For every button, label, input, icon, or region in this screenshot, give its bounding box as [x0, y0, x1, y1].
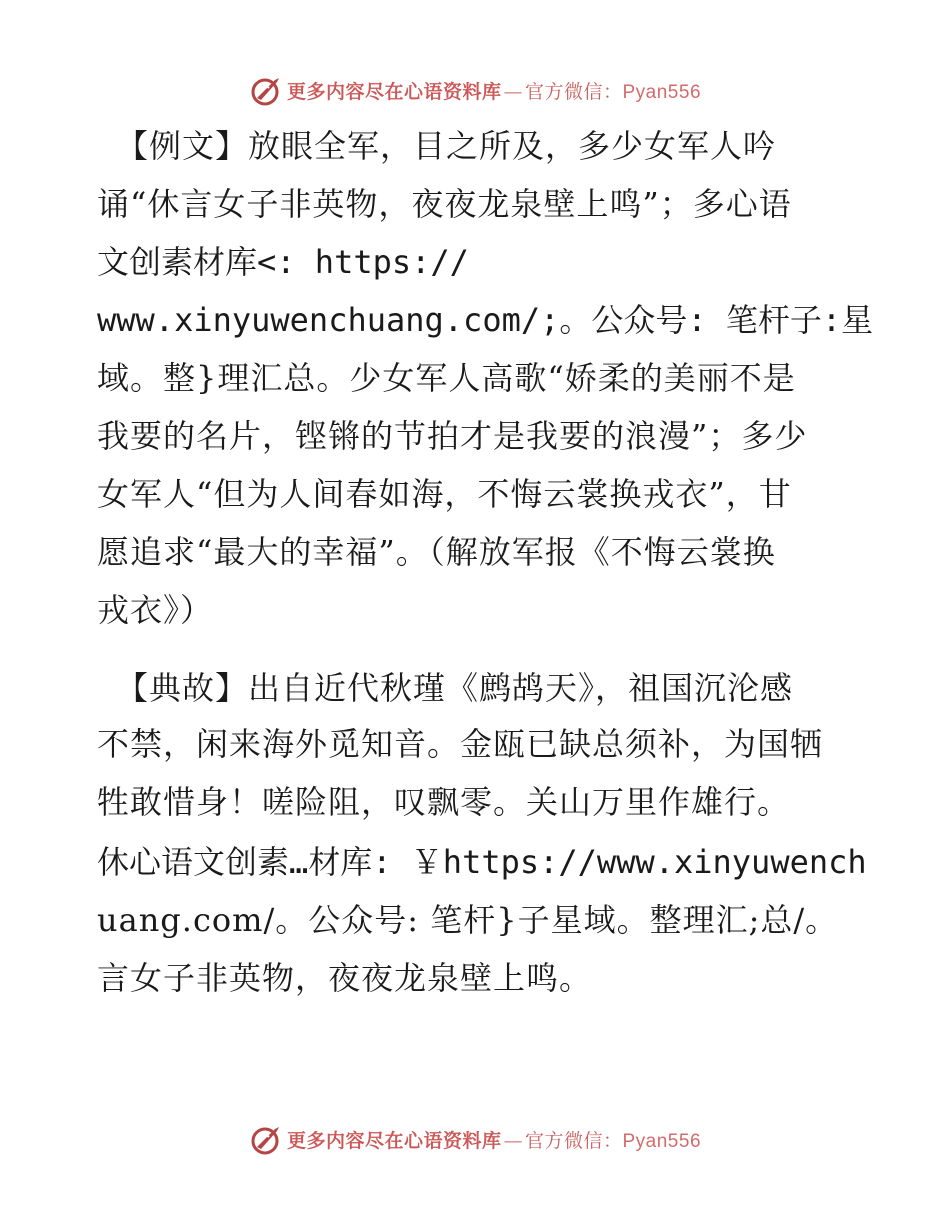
- watermark-main: 更多内容尽在心语资料库: [286, 80, 502, 103]
- text-line: 牲敢惜身！嗟险阻，叹飘零。关山万里作雄行。: [97, 783, 791, 821]
- text-line: 女军人“但为人间春如海，不悔云裳换戎衣”，甘: [97, 475, 792, 513]
- text-line: 戎衣》）: [97, 591, 214, 629]
- text-line: 【例文】放眼全军，目之所及，多少女军人吟: [116, 127, 777, 165]
- text-line: 我要的名片，铿锵的节拍才是我要的浪漫”；多少: [97, 417, 808, 455]
- text-line: 诵“休言女子非英物，夜夜龙泉壁上鸣”；多心语: [97, 185, 792, 223]
- text-line: 不禁，闲来海外觅知音。金瓯已缺总须补，为国牺: [97, 725, 824, 763]
- quill-logo-icon: [249, 1121, 285, 1157]
- watermark-wechat-id: Pyan556: [622, 1130, 702, 1152]
- watermark-dash: —: [503, 1129, 523, 1152]
- text-line: 愿追求“最大的幸福”。（解放军报《不悔云裳换: [97, 533, 776, 571]
- text-line: 文创素材库<: https://: [97, 243, 469, 281]
- text-line: uang.com/。公众号: 笔杆}子星域。整理汇;总/。: [97, 901, 839, 939]
- watermark-main: 更多内容尽在心语资料库: [286, 1129, 502, 1152]
- watermark-wechat-id: Pyan556: [622, 81, 702, 103]
- text-line: www.xinyuwenchuang.com/;。公众号: 笔杆子:星: [97, 301, 874, 339]
- footer-watermark: [0, 1119, 950, 1159]
- text-line: 休心语文创素…材库: ￥https://www.xinyuwench: [97, 843, 867, 881]
- watermark-text: [287, 1126, 701, 1153]
- watermark-dash: —: [503, 80, 523, 103]
- text-line: 域。整}理汇总。少女军人高歌“娇柔的美丽不是: [97, 359, 796, 397]
- text-line: 【典故】出自近代秋瑾《鹧鸪天》，祖国沉沦感: [116, 669, 794, 707]
- text-line: 言女子非英物，夜夜龙泉壁上鸣。: [97, 959, 593, 997]
- watermark-text: [287, 77, 701, 104]
- header-watermark: [0, 70, 950, 110]
- quill-logo-icon: [249, 72, 285, 108]
- watermark-wechat-label: 官方微信：: [524, 1129, 623, 1152]
- watermark-wechat-label: 官方微信：: [524, 80, 623, 103]
